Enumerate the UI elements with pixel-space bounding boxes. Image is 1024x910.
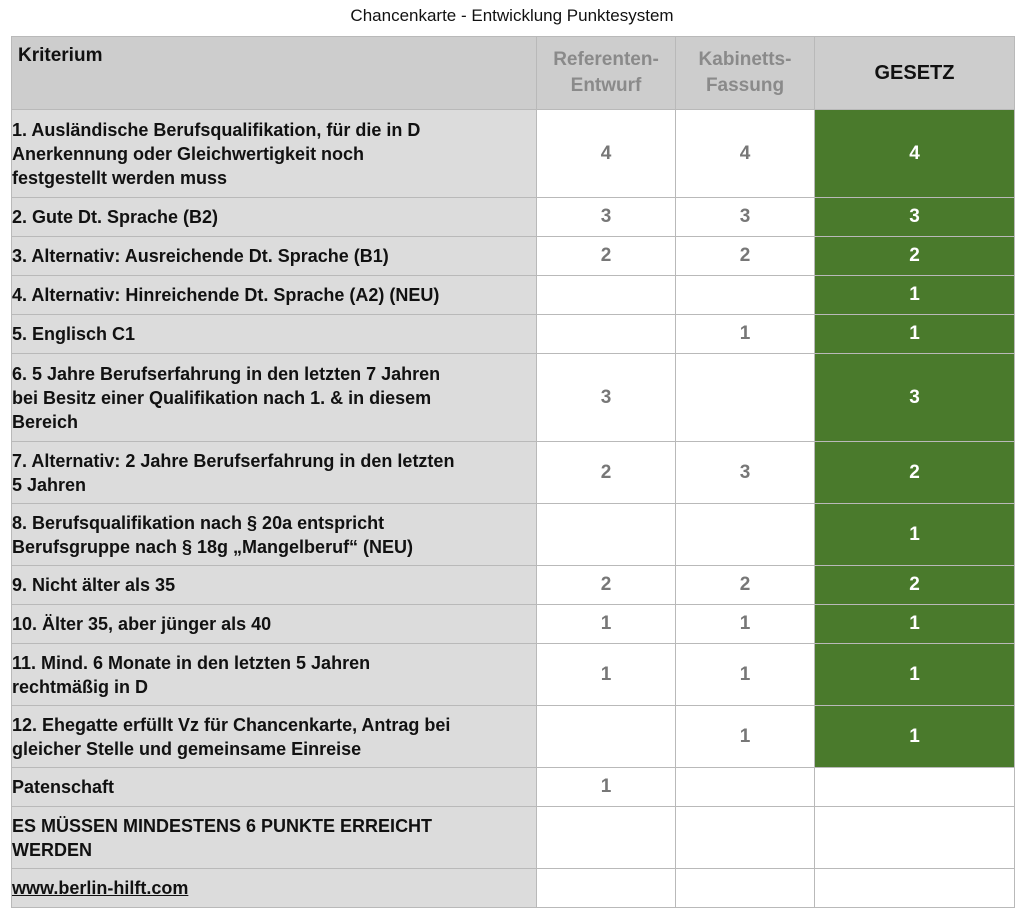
gesetz-points-cell: 1 bbox=[815, 276, 1015, 315]
kabinettsfassung-points-cell: 1 bbox=[676, 315, 815, 354]
criterion-text-line: 12. Ehegatte erfüllt Vz für Chancenkarte, Antrag bei bbox=[12, 714, 451, 735]
kabinettsfassung-points-cell bbox=[676, 504, 815, 566]
criterion-text-line: festgestellt werden muss bbox=[12, 167, 228, 188]
criterion-cell bbox=[12, 807, 537, 869]
table-row bbox=[12, 605, 1015, 644]
kabinettsfassung-points-cell: 2 bbox=[676, 566, 815, 605]
gesetz-points-cell: 2 bbox=[815, 442, 1015, 504]
criterion-cell bbox=[12, 566, 537, 605]
criterion-text-line: rechtmäßig in D bbox=[12, 676, 149, 697]
header-kabinetts-line-1: Kabinetts- bbox=[698, 49, 792, 70]
criterion-cell bbox=[12, 605, 537, 644]
table-row bbox=[12, 504, 1015, 566]
website-link[interactable]: www.berlin-hilft.com bbox=[12, 878, 189, 898]
table-row bbox=[12, 566, 1015, 605]
gesetz-points-cell: 1 bbox=[815, 706, 1015, 768]
table-row bbox=[12, 276, 1015, 315]
kabinettsfassung-points-cell: 3 bbox=[676, 198, 815, 237]
referentenentwurf-points-cell bbox=[537, 504, 676, 566]
gesetz-points-cell: 2 bbox=[815, 237, 1015, 276]
criterion-text-line: gleicher Stelle und gemeinsame Einreise bbox=[12, 738, 362, 759]
criterion-cell bbox=[12, 237, 537, 276]
criterion-cell bbox=[12, 276, 537, 315]
table-row-footer bbox=[12, 869, 1015, 908]
kabinettsfassung-points-cell: 1 bbox=[676, 644, 815, 706]
criterion-text-line: ES MÜSSEN MINDESTENS 6 PUNKTE ERREICHT bbox=[12, 815, 433, 836]
table-header-row bbox=[12, 37, 1015, 110]
criterion-cell bbox=[12, 504, 537, 566]
referentenentwurf-points-cell bbox=[537, 276, 676, 315]
criterion-text-line: 6. 5 Jahre Berufserfahrung in den letzten 7 Jahren bbox=[12, 363, 441, 384]
gesetz-points-cell bbox=[815, 768, 1015, 807]
criterion-cell bbox=[12, 354, 537, 442]
table-row bbox=[12, 807, 1015, 869]
footer-cell bbox=[12, 869, 537, 908]
criterion-text-line: Bereich bbox=[12, 411, 79, 432]
referentenentwurf-points-cell bbox=[537, 315, 676, 354]
criterion-text-line: 5 Jahren bbox=[12, 474, 87, 495]
criterion-cell bbox=[12, 644, 537, 706]
gesetz-points-cell: 4 bbox=[815, 110, 1015, 198]
header-kriterium: Kriterium bbox=[12, 37, 537, 110]
kabinettsfassung-points-cell bbox=[676, 807, 815, 869]
table-row bbox=[12, 768, 1015, 807]
table-row bbox=[12, 354, 1015, 442]
page-title: Chancenkarte - Entwicklung Punktesystem bbox=[350, 6, 674, 25]
kabinettsfassung-points-cell bbox=[676, 354, 815, 442]
criterion-text-line: 3. Alternativ: Ausreichende Dt. Sprache (B1) bbox=[12, 246, 389, 266]
criterion-text-line: 2. Gute Dt. Sprache (B2) bbox=[12, 207, 219, 227]
header-gesetz: GESETZ bbox=[815, 37, 1015, 110]
referentenentwurf-points-cell: 1 bbox=[537, 768, 676, 807]
table-row bbox=[12, 198, 1015, 237]
referentenentwurf-points-cell: 2 bbox=[537, 237, 676, 276]
criterion-text-line: bei Besitz einer Qualifikation nach 1. & in diesem bbox=[12, 387, 432, 408]
gesetz-points-cell: 1 bbox=[815, 644, 1015, 706]
header-kabinettsfassung bbox=[676, 37, 815, 110]
kabinettsfassung-points-cell: 3 bbox=[676, 442, 815, 504]
table-row bbox=[12, 110, 1015, 198]
referentenentwurf-points-cell bbox=[537, 706, 676, 768]
referentenentwurf-points-cell bbox=[537, 807, 676, 869]
gesetz-points-cell: 3 bbox=[815, 354, 1015, 442]
referentenentwurf-empty-cell bbox=[537, 869, 676, 908]
criterion-text-line: Patenschaft bbox=[12, 777, 115, 797]
criterion-cell bbox=[12, 442, 537, 504]
table-row bbox=[12, 237, 1015, 276]
header-referenten-line-1: Referenten- bbox=[553, 49, 659, 70]
referentenentwurf-points-cell: 1 bbox=[537, 644, 676, 706]
criterion-cell bbox=[12, 110, 537, 198]
kabinettsfassung-points-cell: 2 bbox=[676, 237, 815, 276]
points-table bbox=[11, 36, 1015, 908]
criterion-text-line: Berufsgruppe nach § 18g „Mangelberuf“ (NEU) bbox=[12, 536, 414, 557]
criterion-cell bbox=[12, 198, 537, 237]
gesetz-points-cell: 3 bbox=[815, 198, 1015, 237]
table-row bbox=[12, 644, 1015, 706]
gesetz-points-cell bbox=[815, 807, 1015, 869]
criterion-cell bbox=[12, 768, 537, 807]
referentenentwurf-points-cell: 1 bbox=[537, 605, 676, 644]
kabinettsfassung-points-cell bbox=[676, 768, 815, 807]
criterion-text-line: 1. Ausländische Berufsqualifikation, für die in D bbox=[12, 119, 421, 140]
kabinettsfassung-points-cell: 4 bbox=[676, 110, 815, 198]
criterion-text-line: 4. Alternativ: Hinreichende Dt. Sprache (A2) (NEU) bbox=[12, 285, 440, 305]
criterion-text-line: 8. Berufsqualifikation nach § 20a entspricht bbox=[12, 512, 385, 533]
gesetz-points-cell: 1 bbox=[815, 504, 1015, 566]
gesetz-points-cell: 1 bbox=[815, 605, 1015, 644]
header-referenten-line-2: Entwurf bbox=[570, 75, 642, 96]
gesetz-empty-cell bbox=[815, 869, 1015, 908]
criterion-text-line: 9. Nicht älter als 35 bbox=[12, 575, 176, 595]
gesetz-points-cell: 2 bbox=[815, 566, 1015, 605]
table-row bbox=[12, 442, 1015, 504]
referentenentwurf-points-cell: 3 bbox=[537, 354, 676, 442]
referentenentwurf-points-cell: 3 bbox=[537, 198, 676, 237]
table-row bbox=[12, 315, 1015, 354]
criterion-text-line: 10. Älter 35, aber jünger als 40 bbox=[12, 614, 272, 634]
header-referentenentwurf bbox=[537, 37, 676, 110]
criterion-cell bbox=[12, 706, 537, 768]
referentenentwurf-points-cell: 2 bbox=[537, 442, 676, 504]
gesetz-points-cell: 1 bbox=[815, 315, 1015, 354]
table-row bbox=[12, 706, 1015, 768]
criterion-text-line: Anerkennung oder Gleichwertigkeit noch bbox=[12, 143, 365, 164]
referentenentwurf-points-cell: 4 bbox=[537, 110, 676, 198]
criterion-text-line: 7. Alternativ: 2 Jahre Berufserfahrung in den letzten bbox=[12, 450, 455, 471]
criterion-cell bbox=[12, 315, 537, 354]
referentenentwurf-points-cell: 2 bbox=[537, 566, 676, 605]
kabinettsfassung-points-cell: 1 bbox=[676, 706, 815, 768]
criterion-text-line: 11. Mind. 6 Monate in den letzten 5 Jahren bbox=[12, 652, 371, 673]
kabinettsfassung-points-cell bbox=[676, 276, 815, 315]
header-kabinetts-line-2: Fassung bbox=[705, 75, 785, 96]
criterion-text-line: WERDEN bbox=[12, 839, 92, 860]
kabinettsfassung-empty-cell bbox=[676, 869, 815, 908]
kabinettsfassung-points-cell: 1 bbox=[676, 605, 815, 644]
criterion-text-line: 5. Englisch C1 bbox=[12, 324, 136, 344]
